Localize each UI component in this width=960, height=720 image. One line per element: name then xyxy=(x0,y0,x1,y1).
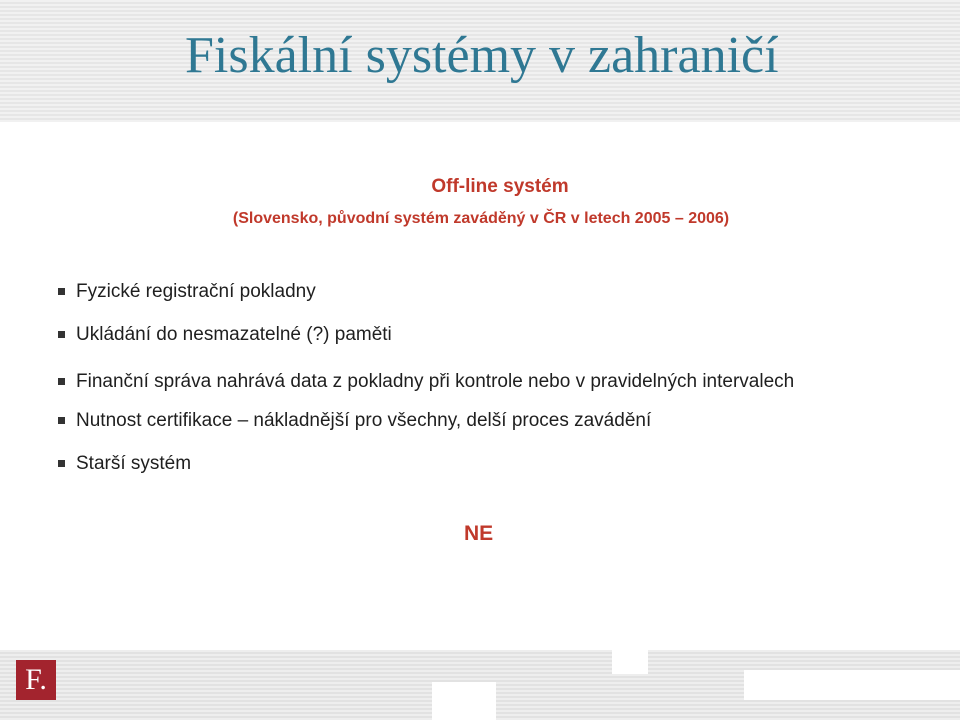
bullet-text: Finanční správa nahrává data z pokladny při kontrole nebo v pravidelných intervalech xyxy=(76,371,795,392)
square-bullet-icon xyxy=(58,378,65,385)
answer-text: NE xyxy=(464,522,494,545)
section-subheading: (Slovensko, původní systém zaváděný v ČR v letech 2005 – 2006) xyxy=(232,210,730,227)
bullet-item xyxy=(58,407,918,434)
bullet-text: Ukládání do nesmazatelné (?) paměti xyxy=(76,324,392,345)
square-bullet-icon xyxy=(58,460,65,467)
bullet-item xyxy=(58,450,918,477)
bullet-text: Nutnost certifikace – nákladnější pro všechny, delší proces zavádění xyxy=(76,410,652,431)
bullet-item xyxy=(58,368,918,395)
footer-decoration xyxy=(744,670,960,700)
footer-decoration xyxy=(612,650,648,674)
logo: F. xyxy=(16,660,56,700)
square-bullet-icon xyxy=(58,417,65,424)
bullet-list xyxy=(58,278,918,477)
slide-title: Fiskální systémy v zahraničí xyxy=(185,27,779,84)
bullet-item xyxy=(58,278,918,305)
footer-decoration xyxy=(432,682,496,720)
square-bullet-icon xyxy=(58,331,65,338)
bullet-text: Fyzické registrační pokladny xyxy=(76,281,316,302)
section-heading: Off-line systém xyxy=(431,176,569,197)
bullet-item xyxy=(58,321,918,348)
bullet-text: Starší systém xyxy=(76,453,192,474)
square-bullet-icon xyxy=(58,288,65,295)
